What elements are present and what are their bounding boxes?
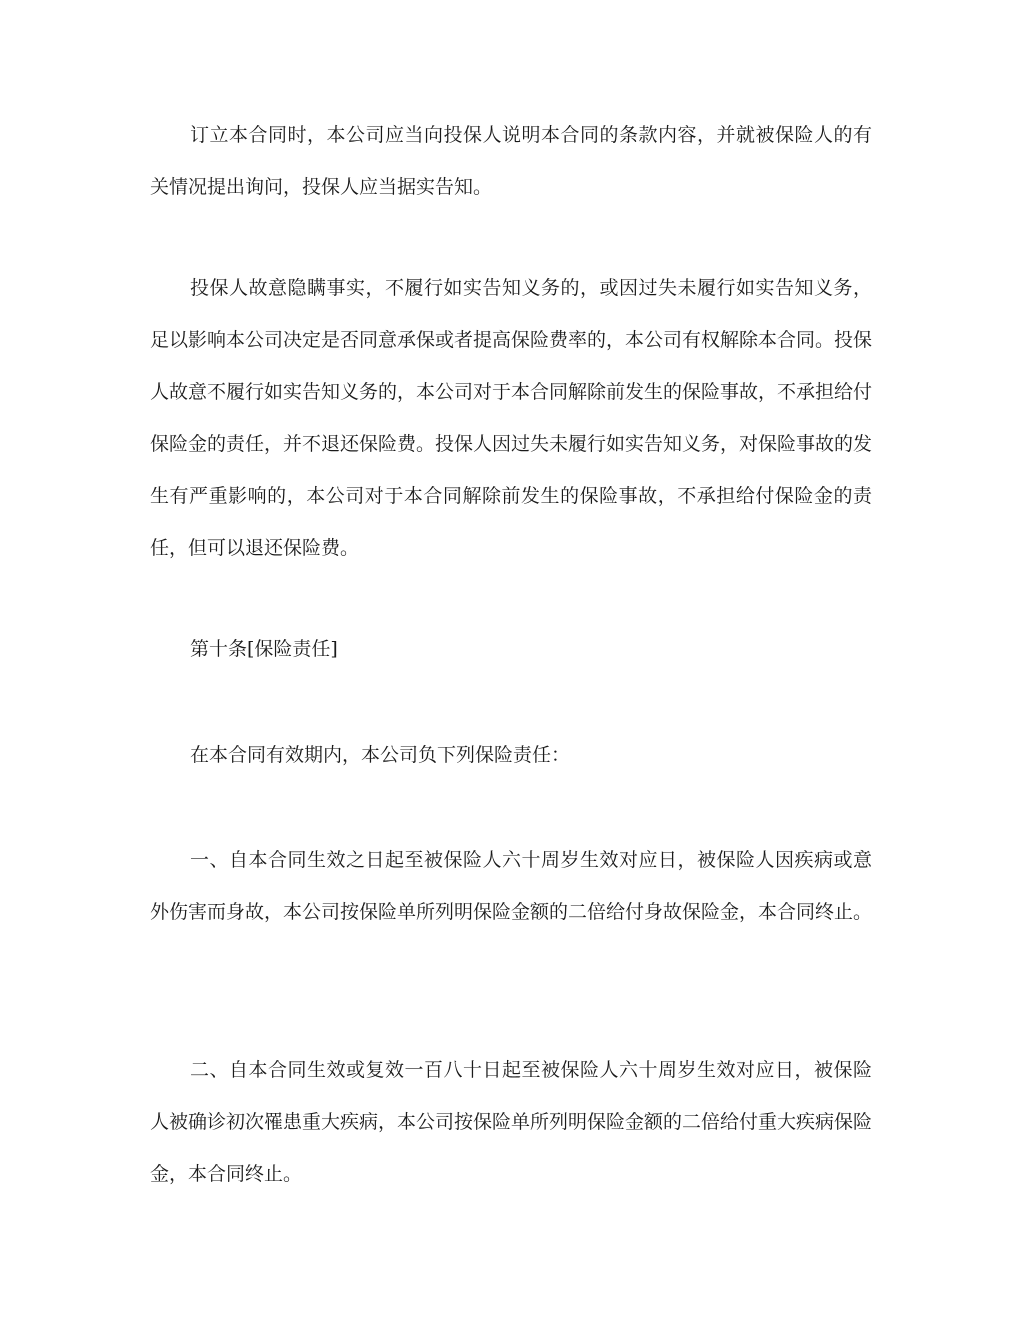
article-ten-heading: 第十条[保险责任] bbox=[190, 638, 338, 660]
paragraph-coverage-intro: 在本合同有效期内，本公司负下列保险责任： bbox=[190, 744, 571, 766]
paragraph-death-benefit: 一、自本合同生效之日起至被保险人六十周岁生效对应日，被保险人因疾病或意外伤害而身故，本公司按保险单所列明保险金额的二倍给付身故保险金，本合同终止。 bbox=[150, 849, 873, 923]
paragraph-nondisclosure-consequences: 投保人故意隐瞒事实，不履行如实告知义务的，或因过失未履行如实告知义务，足以影响本公司决定是否同意承保或者提高保险费率的，本公司有权解除本合同。投保人故意不履行如实告知义务的，本公司对于本合同解除前发生的保险事故，不承担给付保险金的责任，并不退还保险费。投保人因过失未履行如实告知义务，对保险事故的发生有严重影响的，本公司对于本合同解除前发生的保险事故，不承担给付保险金的责任，但可以退还保险费。 bbox=[150, 277, 873, 559]
paragraph-disclosure-duty: 订立本合同时，本公司应当向投保人说明本合同的条款内容，并就被保险人的有关情况提出询问，投保人应当据实告知。 bbox=[150, 124, 872, 198]
paragraph-critical-illness-benefit: 二、自本合同生效或复效一百八十日起至被保险人六十周岁生效对应日，被保险人被确诊初次罹患重大疾病，本公司按保险单所列明保险金额的二倍给付重大疾病保险金，本合同终止。 bbox=[150, 1059, 873, 1185]
